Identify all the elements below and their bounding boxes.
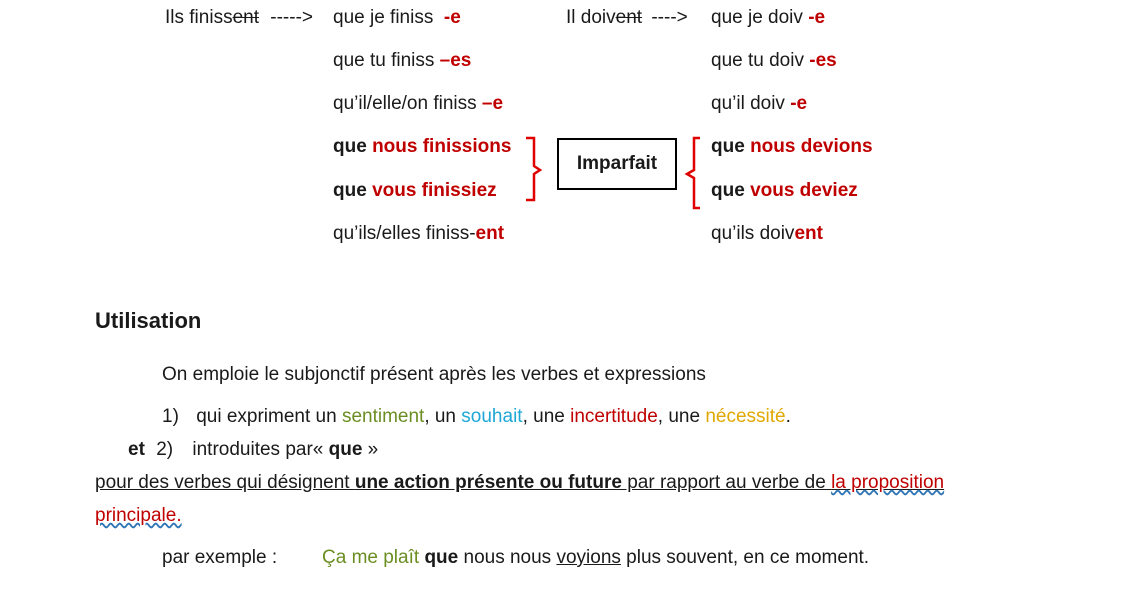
item-text: qui expriment un	[196, 406, 342, 427]
item-text: introduites par«	[192, 439, 329, 460]
row-text: que je doiv	[711, 7, 809, 28]
list-item-2	[128, 439, 378, 461]
row-ending: –e	[481, 93, 504, 114]
row-ending: -e	[443, 7, 461, 28]
devoir-stem	[566, 7, 688, 29]
que-word: que	[328, 439, 363, 460]
word-necessite: nécessité	[705, 406, 786, 427]
devoir-row-3	[711, 93, 807, 115]
row-text: que	[711, 136, 751, 157]
item-text: , un	[424, 406, 462, 427]
devoir-row-1	[711, 7, 825, 29]
rule-text: pour des verbes qui désignent	[95, 472, 355, 493]
row-text: que	[333, 136, 373, 157]
rule-text: par rapport au verbe de	[621, 472, 832, 493]
item-text: .	[785, 406, 791, 427]
list-item-1	[162, 406, 791, 428]
devoir-arrow: ---->	[651, 7, 688, 28]
row-text: que tu doiv	[711, 50, 810, 71]
row-text: que	[711, 180, 751, 201]
devoir-row-5	[711, 180, 858, 202]
finir-stem-struck: ent	[232, 7, 259, 28]
row-text: que je finiss	[333, 7, 444, 28]
finir-row-1	[333, 7, 461, 29]
finir-stem	[165, 7, 313, 29]
rule-line-1	[95, 472, 944, 494]
row-ending: nous devions	[750, 136, 873, 157]
example-que: que	[424, 547, 459, 568]
intro-text: On emploie le subjonctif présent après les verbes et expressions	[162, 364, 706, 385]
finir-row-2	[333, 50, 471, 72]
section-heading: Utilisation	[95, 308, 202, 333]
row-ending: -es	[809, 50, 837, 71]
devoir-row-2	[711, 50, 837, 72]
row-text: que tu finiss	[333, 50, 440, 71]
example-text: nous nous	[458, 547, 557, 568]
devoir-stem-struck: ent	[615, 7, 643, 28]
row-text: que	[333, 180, 373, 201]
item-number: 2)	[156, 439, 174, 460]
row-ending: -e	[808, 7, 826, 28]
example-verb: voyions	[556, 547, 621, 568]
example-text: plus souvent, en ce moment.	[620, 547, 870, 568]
example-sentence	[322, 547, 869, 569]
example-green: Ça me plaît	[322, 547, 420, 568]
imparfait-box	[557, 138, 677, 190]
finir-row-4	[333, 136, 511, 158]
row-text: qu’il/elle/on finiss	[333, 93, 482, 114]
rule-bold: une action présente ou future	[354, 472, 622, 493]
item-text: »	[362, 439, 379, 460]
right-brace	[684, 136, 704, 212]
finir-arrow: ----->	[270, 7, 314, 28]
devoir-stem-label: Il doiv	[566, 7, 616, 28]
left-brace	[524, 136, 544, 204]
rule-line-2: principale.	[95, 505, 182, 526]
row-ending: –es	[439, 50, 472, 71]
row-ending: vous deviez	[750, 180, 858, 201]
row-text: qu’ils/elles finiss-	[333, 223, 476, 244]
item-number: 1)	[162, 406, 179, 427]
finir-row-6	[333, 223, 504, 245]
word-souhait: souhait	[461, 406, 523, 427]
row-text: qu’ils doiv	[711, 223, 795, 244]
row-ending: ent	[475, 223, 505, 244]
row-ending: ent	[794, 223, 823, 244]
item-text: , une	[657, 406, 706, 427]
finir-stem-label: Ils finiss	[165, 7, 233, 28]
word-incertitude: incertitude	[570, 406, 658, 427]
word-sentiment: sentiment	[341, 406, 425, 427]
row-ending: vous finissiez	[372, 180, 497, 201]
imparfait-label: Imparfait	[576, 153, 658, 174]
et-label: et	[128, 439, 145, 460]
devoir-row-6	[711, 223, 823, 245]
row-text: qu’il doiv	[711, 93, 791, 114]
finir-row-3	[333, 93, 503, 115]
item-text: , une	[522, 406, 571, 427]
example-label: par exemple :	[162, 547, 278, 568]
row-ending: -e	[790, 93, 808, 114]
finir-row-5	[333, 180, 497, 202]
rule-proposition: la proposition	[831, 472, 945, 493]
devoir-row-4	[711, 136, 873, 158]
row-ending: nous finissions	[372, 136, 512, 157]
